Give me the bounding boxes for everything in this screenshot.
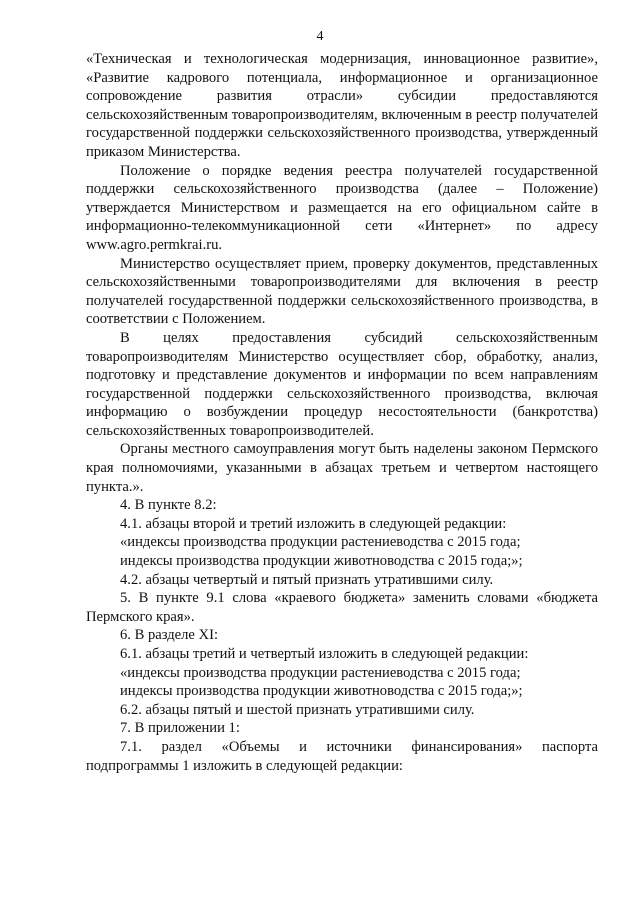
paragraph: 7.1. раздел «Объемы и источники финансирования» паспорта подпрограммы 1 изложить в следующей редакции: [86, 738, 598, 774]
paragraph: Министерство осуществляет прием, проверку документов, представленных сельскохозяйственными товаропроизводителями для включения в реестр получателей государственной поддержки сельскохозяйственного производства, в соответствии с Положением. [86, 255, 598, 328]
document-body [86, 50, 598, 775]
paragraph: индексы производства продукции животноводства с 2015 года;»; [120, 683, 523, 700]
paragraph: 4.1. абзацы второй и третий изложить в следующей редакции: [120, 515, 507, 532]
paragraph: В целях предоставления субсидий сельскохозяйственным товаропроизводителям Министерство осуществляет сбор, обработку, анализ, подготовку и представление документов и информации по всем направлениям государственной поддержки сельскохозяйственного производства, включая информацию о возбуждении процедур несостоятельности (банкротства) сельскохозяйственных товаропроизводителей. [86, 329, 598, 439]
paragraph: Положение о порядке ведения реестра получателей государственной поддержки сельскохозяйственного производства (далее – Положение) утверждается Министерством и размещается на его официальном сайте в информационно-телекоммуникационной сети «Интернет» по адресу www.agro.permkrai.ru. [86, 162, 598, 253]
paragraph: 6. В разделе XI: [120, 627, 219, 644]
paragraph: 6.1. абзацы третий и четвертый изложить в следующей редакции: [120, 646, 529, 662]
paragraph: «индексы производства продукции растениеводства с 2015 года; [120, 534, 521, 551]
paragraph: 7. В приложении 1: [120, 720, 240, 737]
paragraph: «Техническая и технологическая модернизация, инновационное развитие», «Развитие кадрового потенциала, информационное и организационное сопровождение развития отрасли» субсидии предоставляются сельскохозяйственным товаропроизводителям, включенным в реестр получателей государственной поддержки сельскохозяйственного производства, утвержденный приказом Министерства. [86, 51, 598, 160]
paragraph: 5. В пункте 9.1 слова «краевого бюджета» заменить словами «бюджета Пермского края». [86, 590, 598, 625]
paragraph: 4.2. абзацы четвертый и пятый признать утратившими силу. [120, 571, 494, 588]
paragraph: индексы производства продукции животноводства с 2015 года;»; [120, 553, 523, 570]
paragraph: «индексы производства продукции растениеводства с 2015 года; [120, 664, 521, 681]
page-number: 4 [316, 29, 324, 44]
paragraph: 6.2. абзацы пятый и шестой признать утратившими силу. [120, 701, 475, 718]
paragraph: Органы местного самоуправления могут быть наделены законом Пермского края полномочиями, указанными в абзацах третьем и четвертом настоящего пункта.». [86, 441, 598, 495]
paragraph: 4. В пункте 8.2: [120, 497, 217, 514]
